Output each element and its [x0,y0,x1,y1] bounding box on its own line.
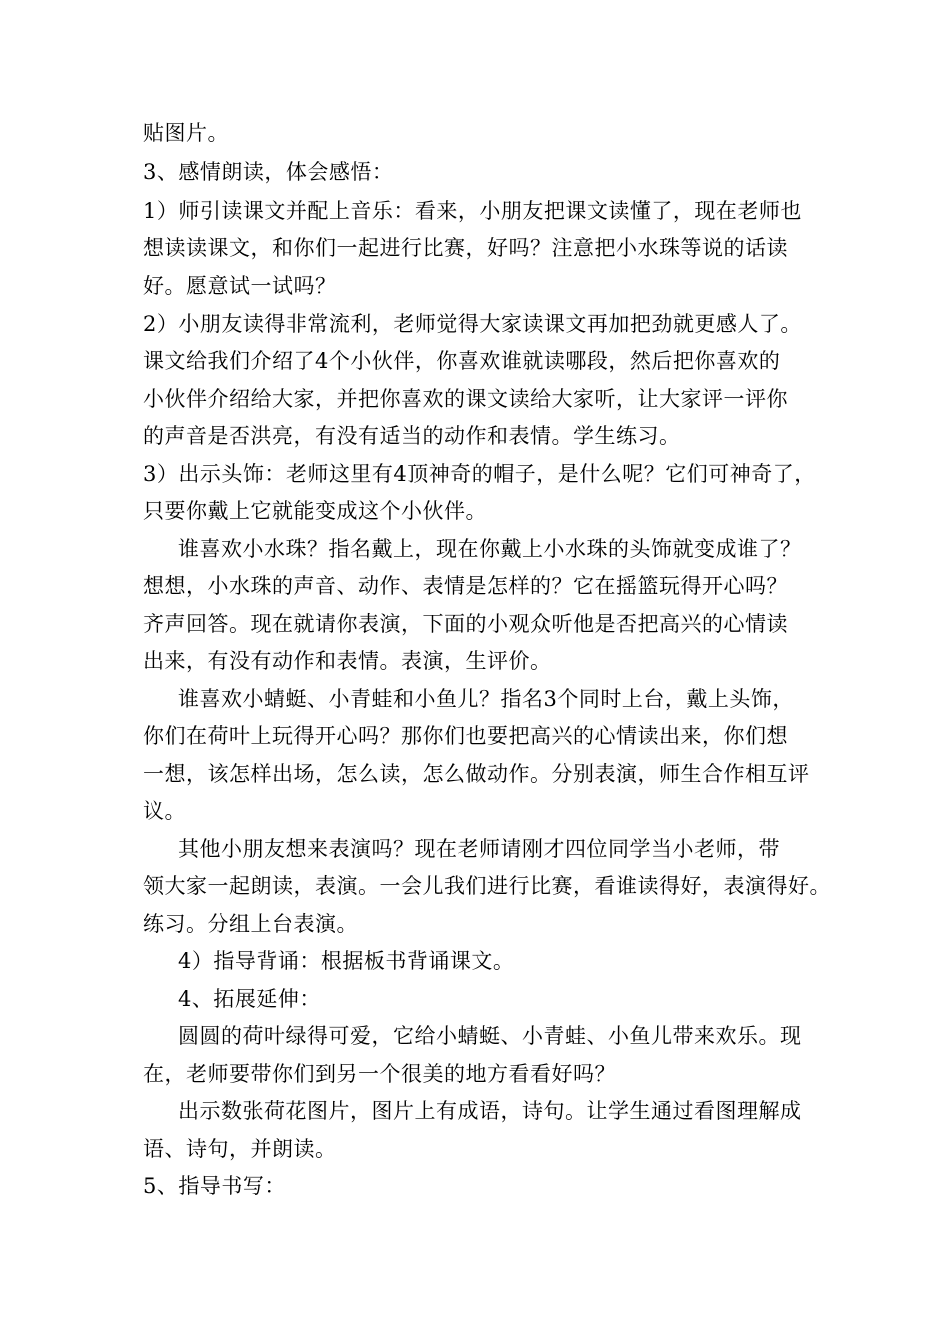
text-line: 课文给我们介绍了4个小伙伴，你喜欢谁就读哪段，然后把你喜欢的 [143,349,781,373]
text-line: 一想，该怎样出场，怎么读，怎么做动作。分别表演，师生合作相互评 [143,762,810,786]
text-line: 3）出示头饰：老师这里有4顶神奇的帽子，是什么呢？它们可神奇了， [143,462,816,486]
text-line: 领大家一起朗读，表演。一会儿我们进行比赛，看谁读得好，表演得好。 [143,874,831,898]
text-line: 2）小朋友读得非常流利，老师觉得大家读课文再加把劲就更感人了。 [143,312,802,336]
text-line: 4）指导背诵：根据板书背诵课文。 [178,949,515,973]
text-line: 想想，小水珠的声音、动作、表情是怎样的？它在摇篮玩得开心吗？ [143,574,788,598]
text-line: 在，老师要带你们到另一个很美的地方看看好吗？ [143,1062,616,1086]
text-line: 谁喜欢小水珠？指名戴上，现在你戴上小水珠的头饰就变成谁了？ [178,537,802,561]
text-line: 好。愿意试一试吗？ [143,274,337,298]
text-line: 议。 [143,799,186,823]
text-line: 圆圆的荷叶绿得可爱，它给小蜻蜓、小青蛙、小鱼儿带来欢乐。现 [178,1024,802,1048]
text-line: 谁喜欢小蜻蜓、小青蛙和小鱼儿？指名3个同时上台，戴上头饰， [178,687,794,711]
section-heading: 5、指导书写： [143,1174,286,1198]
text-line: 1）师引读课文并配上音乐：看来，小朋友把课文读懂了，现在老师也 [143,199,802,223]
section-heading: 4、拓展延伸： [178,987,321,1011]
text-line: 的声音是否洪亮，有没有适当的动作和表情。学生练习。 [143,424,681,448]
text-line: 只要你戴上它就能变成这个小伙伴。 [143,499,487,523]
text-line: 齐声回答。现在就请你表演，下面的小观众听他是否把高兴的心情读 [143,612,788,636]
text-line: 贴图片。 [143,121,229,145]
text-line: 想读读课文，和你们一起进行比赛，好吗？注意把小水珠等说的话读 [143,236,788,260]
section-heading: 3、感情朗读，体会感悟： [143,160,394,184]
text-line: 小伙伴介绍给大家，并把你喜欢的课文读给大家听，让大家评一评你 [143,387,788,411]
text-line: 练习。分组上台表演。 [143,912,358,936]
text-line: 语、诗句，并朗读。 [143,1137,337,1161]
text-line: 你们在荷叶上玩得开心吗？那你们也要把高兴的心情读出来，你们想 [143,724,788,748]
text-line: 其他小朋友想来表演吗？现在老师请刚才四位同学当小老师，带 [178,837,780,861]
text-line: 出示数张荷花图片，图片上有成语，诗句。让学生通过看图理解成 [178,1099,802,1123]
text-line: 出来，有没有动作和表情。表演，生评价。 [143,649,552,673]
